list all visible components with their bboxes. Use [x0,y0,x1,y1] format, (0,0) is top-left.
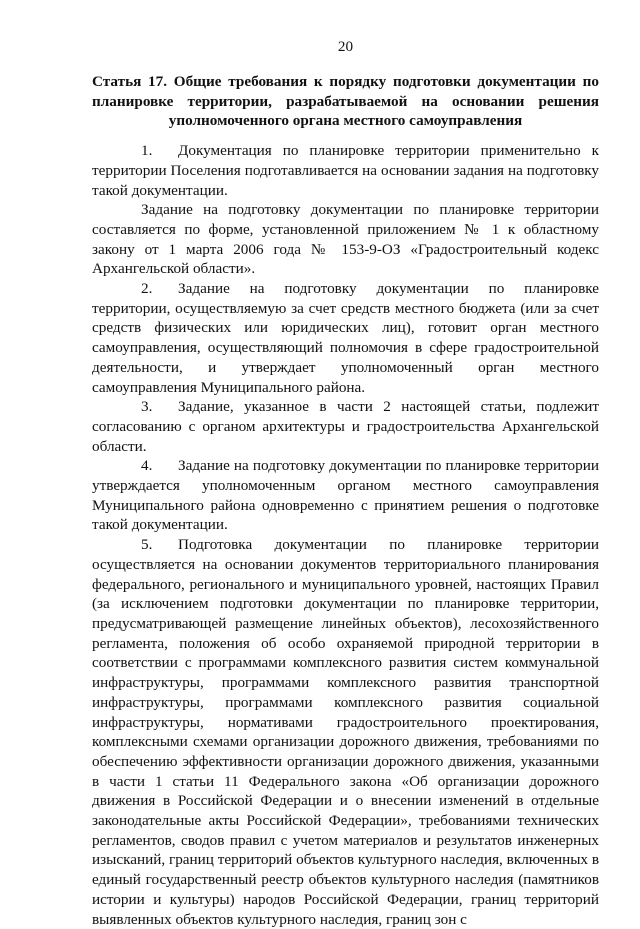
paragraph-4 [92,456,599,535]
paragraph-text: Задание на подготовку документации по планировке территории, осуществляемую за счет средств местного бюджета (или за счет средств физических или юридических лиц), готовит орган местного самоуправления, осуществляющий полномочия в сфере градостроительной деятельности, и утверждает уполномоченный орган местного самоуправления Муниципального района. [92,280,599,396]
paragraph-number: 5. [141,536,153,554]
paragraph-number: 2. [141,280,153,298]
page-number: 20 [337,38,354,55]
paragraph-number: 1. [141,142,153,160]
paragraph-1-continued [92,200,599,279]
paragraph-5 [92,535,599,929]
paragraph-3 [92,397,599,456]
paragraph-text: Подготовка документации по планировке территории осуществляется на основании документов территориального планирования федерального, регионального и муниципального уровней, настоящих Правил (за исключением подготовки документации по планировке территории, предусматривающей размещение линейных объектов), лесохозяйственного регламента, положения об особо охраняемой природной территории в соответствии с программами комплексного развития систем коммунальной инфраструктуры, программами комплексного развития транспортной инфраструктуры, программами комплексного развития социальной инфраструктуры, нормативами градостроительного проектирования, комплексными схемами организации дорожного движения, требованиями по обеспечению эффективности организации дорожного движения, указанными в части 1 статьи 11 Федерального закона «Об организации дорожного движения в Российской Федерации и о внесении изменений в отдельные законодательные акты Российской Федерации», требованиями технических регламентов, сводов правил с учетом материалов и результатов инженерных изысканий, границ территорий объектов культурного наследия, включенных в единый государственный реестр объектов культурного наследия (памятников истории и культуры) народов Российской Федерации, границ территорий выявленных объектов культурного наследия, границ зон с [92,536,599,928]
paragraph-number: 3. [141,398,153,416]
paragraph-text: Документация по планировке территории применительно к территории Поселения подготавливается на основании задания на подготовку такой документации. [92,142,599,199]
article-title: Статья 17. Общие требования к порядку подготовки документации по планировке территории, разрабатываемой на основании решения уполномоченного органа местного самоуправления [92,73,599,130]
paragraph-text: Задание на подготовку документации по планировке территории утверждается уполномоченным органом местного самоуправления Муниципального района одновременно с принятием решения о подготовке такой документации. [92,457,599,534]
paragraph-1 [92,141,599,200]
paragraph-text: Задание, указанное в части 2 настоящей статьи, подлежит согласованию с органом архитектуры и градостроительства Архангельской области. [92,398,599,455]
paragraph-number: 4. [141,457,153,475]
paragraph-text: Задание на подготовку документации по планировке территории составляется по форме, установленной приложением № 1 к областному закону от 1 марта 2006 года № 153-9-ОЗ «Градостроительный кодекс Архангельской области». [92,201,599,278]
paragraph-2 [92,279,599,397]
